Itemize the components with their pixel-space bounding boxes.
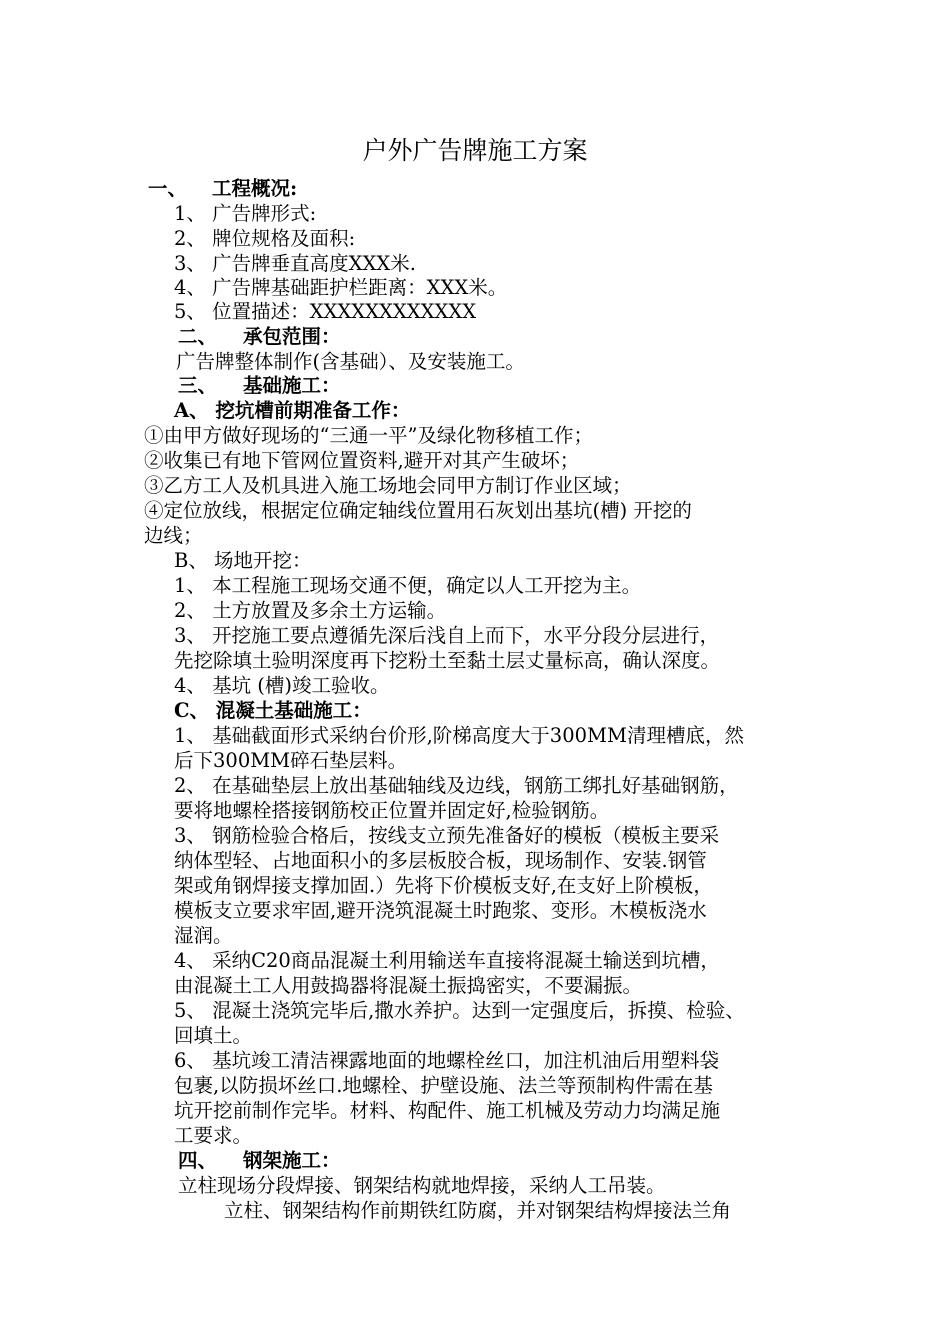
- list-item: 4、 采纳C20商品混凝土利用输送车直接将混凝土输送到坑槽，: [174, 949, 720, 972]
- list-item: 5、 位置描述：XXXXXXXXXXXX: [174, 300, 477, 323]
- section-number: 二、: [178, 325, 218, 348]
- section-heading: 承包范围：: [243, 325, 341, 348]
- list-item: ④定位放线，根据定位确定轴线位置用石灰划出基坑(槽) 开挖的: [144, 499, 692, 522]
- subsection-heading: A、 挖坑槽前期准备工作：: [174, 399, 411, 422]
- paragraph-line: 后下300MM碎石垫层料。: [174, 749, 408, 772]
- paragraph-line: 广告牌整体制作(含基础）、及安装施工。: [176, 350, 525, 373]
- subsection-heading: C、 混凝土基础施工：: [174, 699, 372, 722]
- list-item: 6、 基坑竣工清洁裸露地面的地螺栓丝口，加注机油后用塑料袋: [174, 1049, 720, 1072]
- paragraph-line: 模板支立要求牢固,避开浇筑混凝土时跑浆、变形。木模板浇水: [174, 899, 707, 922]
- list-item: 1、 广告牌形式:: [174, 202, 317, 225]
- paragraph-line: 回填土。: [174, 1024, 253, 1047]
- section-heading: 钢架施工：: [243, 1149, 341, 1172]
- paragraph-line: 工要求。: [174, 1124, 253, 1147]
- section-number: 四、: [178, 1149, 218, 1172]
- paragraph-line: 要将地螺栓搭接钢筋校正位置并固定好,检验钢筋。: [174, 799, 610, 822]
- paragraph-line: 立柱、钢架结构作前期铁红防腐，并对钢架结构焊接法兰角: [224, 1199, 732, 1222]
- list-item: 1、 本工程施工现场交通不便，确定以人工开挖为主。: [174, 574, 642, 597]
- section-number: 三、: [178, 374, 218, 397]
- paragraph-line: 纳体型轻、占地面积小的多层板胶合板，现场制作、安装.钢管: [174, 849, 707, 872]
- list-item: ①由甲方做好现场的“三通一平”及绿化物移植工作；: [144, 424, 593, 447]
- paragraph-line: 边线；: [144, 524, 203, 547]
- paragraph-line: 架或角钢焊接支撑加固.）先将下价模板支好,在支好上阶模板，: [174, 874, 713, 897]
- list-item: 3、 广告牌垂直高度XXX米.: [174, 252, 416, 275]
- list-item: 2、 牌位规格及面积:: [174, 227, 356, 250]
- section-heading: 工程概况:: [212, 177, 298, 200]
- list-item: 3、 开挖施工要点遵循先深后浅自上而下，水平分段分层进行，: [174, 624, 720, 647]
- section-heading: 基础施工：: [243, 374, 341, 397]
- list-item: 1、 基础截面形式采纳台价形,阶梯高度大于300MM清理槽底，然: [174, 724, 744, 747]
- list-item: 3、 钢筋检验合格后，按线支立预先准备好的模板（模板主要采: [174, 824, 720, 847]
- paragraph-line: 包裹,以防损坏丝口.地螺栓、护壁设施、法兰等预制构件需在基: [174, 1074, 713, 1097]
- list-item: ②收集已有地下管网位置资料,避开对其产生破坏；: [144, 449, 580, 472]
- list-item: 2、 土方放置及多余土方运输。: [174, 599, 447, 622]
- subsection-heading: B、 场地开挖：: [174, 549, 312, 572]
- list-item: ③乙方工人及机具进入施工场地会同甲方制订作业区域；: [144, 474, 632, 497]
- list-item: 5、 混凝土浇筑完毕后,撒水养护。达到一定强度后，拆摸、检验、: [174, 999, 745, 1022]
- list-item: 4、 广告牌基础距护栏距离：XXX米。: [174, 276, 508, 299]
- section-number: 一、: [148, 177, 188, 200]
- list-item: 4、 基坑 (槽)竣工验收。: [174, 674, 390, 697]
- paragraph-line: 湿润。: [174, 924, 233, 947]
- paragraph-line: 立柱现场分段焊接、钢架结构就地焊接，采纳人工吊装。: [178, 1174, 666, 1197]
- paragraph-line: 坑开挖前制作完毕。材料、构配件、施工机械及劳动力均满足施: [174, 1099, 721, 1122]
- list-item: 2、 在基础垫层上放出基础轴线及边线，钢筋工绑扎好基础钢筋，: [174, 774, 739, 797]
- paragraph-line: 先挖除填土验明深度再下挖粉土至黏土层丈量标高，确认深度。: [174, 649, 721, 672]
- paragraph-line: 由混凝土工人用鼓捣器将混凝土振捣密实，不要漏振。: [174, 974, 643, 997]
- document-title: 户外广告牌施工方案: [362, 136, 588, 165]
